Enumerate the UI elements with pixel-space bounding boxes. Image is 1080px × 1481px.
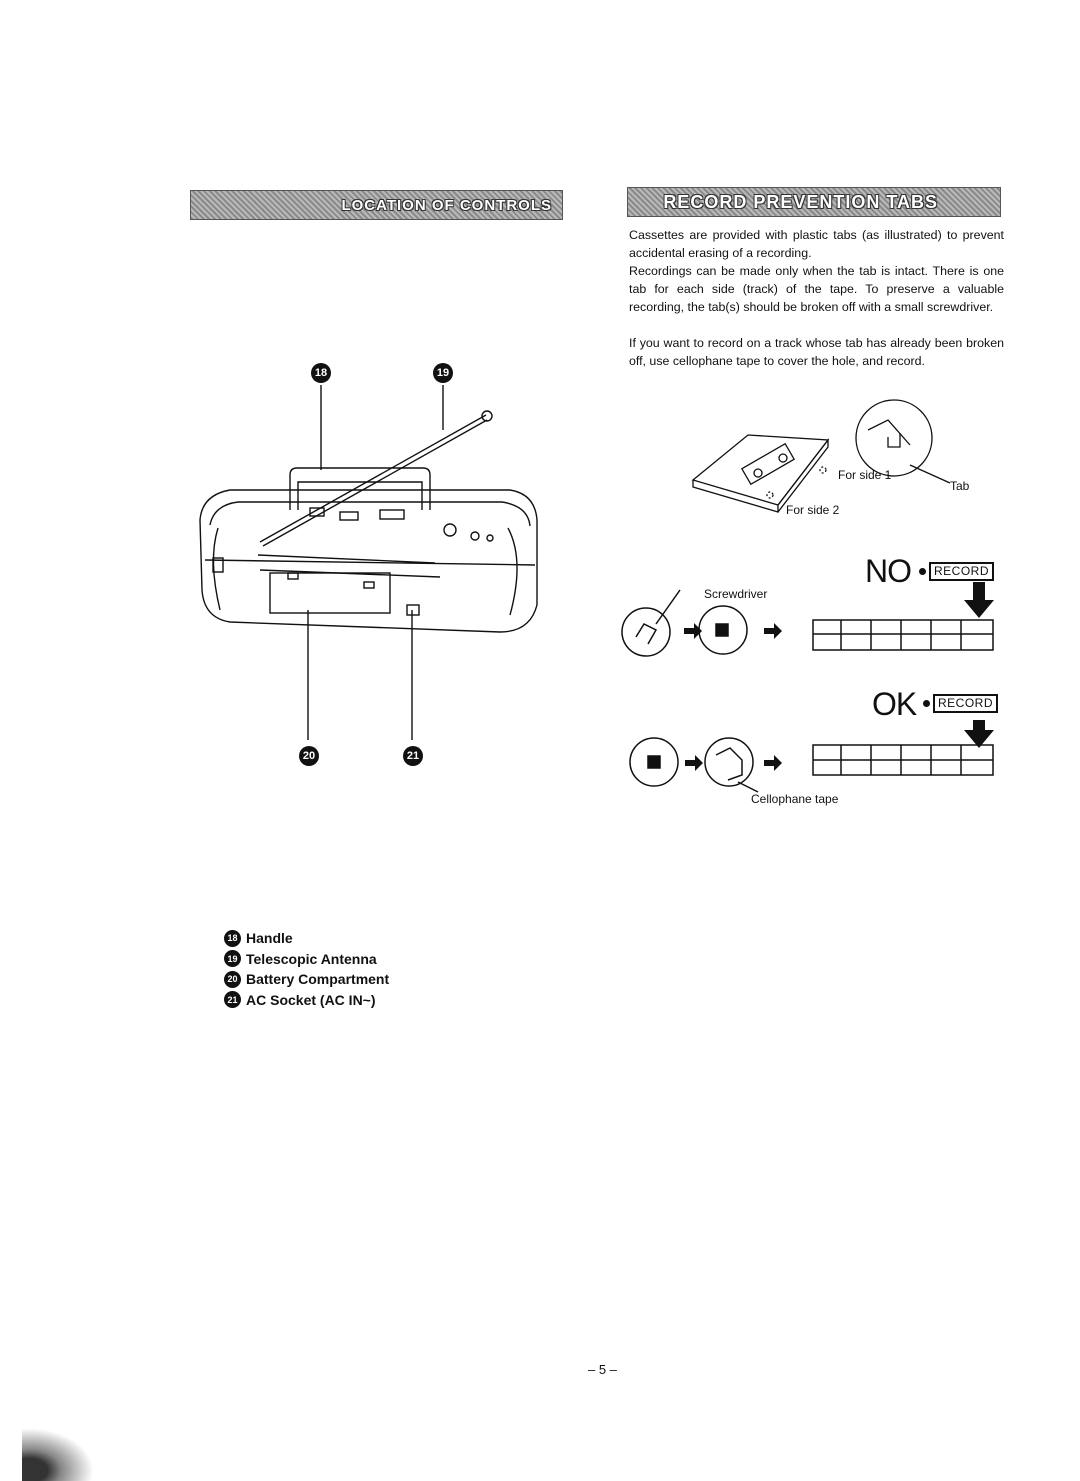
record-button-label: RECORD xyxy=(933,694,998,713)
bullet-dot xyxy=(919,568,926,575)
paragraph-tabs-intro: Cassettes are provided with plastic tabs (as illustrated) to prevent accidental erasing of a recording. xyxy=(629,228,1004,261)
bullet-dot xyxy=(923,700,930,707)
callout-19: 19 xyxy=(433,363,453,383)
for-side-2-label: For side 2 xyxy=(786,503,840,517)
cellophane-tape-sequence-illustration xyxy=(618,720,1003,800)
screwdriver-label: Screwdriver xyxy=(704,587,768,601)
legend-label: Telescopic Antenna xyxy=(246,950,377,967)
controls-legend xyxy=(224,928,389,1010)
legend-label: Handle xyxy=(246,930,293,947)
tab-label: Tab xyxy=(950,479,970,493)
legend-label: Battery Compartment xyxy=(246,971,390,988)
legend-item xyxy=(224,949,389,970)
legend-number: 20 xyxy=(224,971,241,988)
record-prevention-tabs-heading: RECORD PREVENTION TABS xyxy=(663,191,938,212)
cellophane-tape-label: Cellophane tape xyxy=(751,792,839,806)
location-of-controls-heading: LOCATION OF CONTROLS xyxy=(341,196,552,214)
for-side-1-label: For side 1 xyxy=(838,468,892,482)
callout-20: 20 xyxy=(299,746,319,766)
break-tab-sequence-illustration xyxy=(618,582,1003,662)
legend-item xyxy=(224,969,389,990)
stereo-rear-view-illustration xyxy=(190,360,550,780)
page-number: – 5 – xyxy=(588,1362,617,1377)
legend-item xyxy=(224,928,389,949)
no-label: NO xyxy=(865,553,911,589)
paragraph-cellophane: If you want to record on a track whose tab has already been broken off, use cellophane tape to cover the hole, and record. xyxy=(629,336,1004,369)
paragraph-tab-intact: Recordings can be made only when the tab is intact. There is one tab for each side (track) of the tape. To preserve a valuable recording, the tab(s) should be broken off with a small screwdriver. xyxy=(629,264,1004,315)
ok-label: OK xyxy=(872,686,917,722)
legend-item xyxy=(224,990,389,1011)
callout-18: 18 xyxy=(311,363,331,383)
legend-label: AC Socket (AC IN~) xyxy=(246,991,376,1008)
legend-number: 18 xyxy=(224,930,241,947)
legend-number: 19 xyxy=(224,950,241,967)
callout-21: 21 xyxy=(403,746,423,766)
scan-artifact xyxy=(22,1428,94,1481)
record-button-label: RECORD xyxy=(929,562,994,581)
location-of-controls-banner xyxy=(190,190,563,220)
legend-number: 21 xyxy=(224,991,241,1008)
record-prevention-tabs-banner xyxy=(627,187,1001,217)
